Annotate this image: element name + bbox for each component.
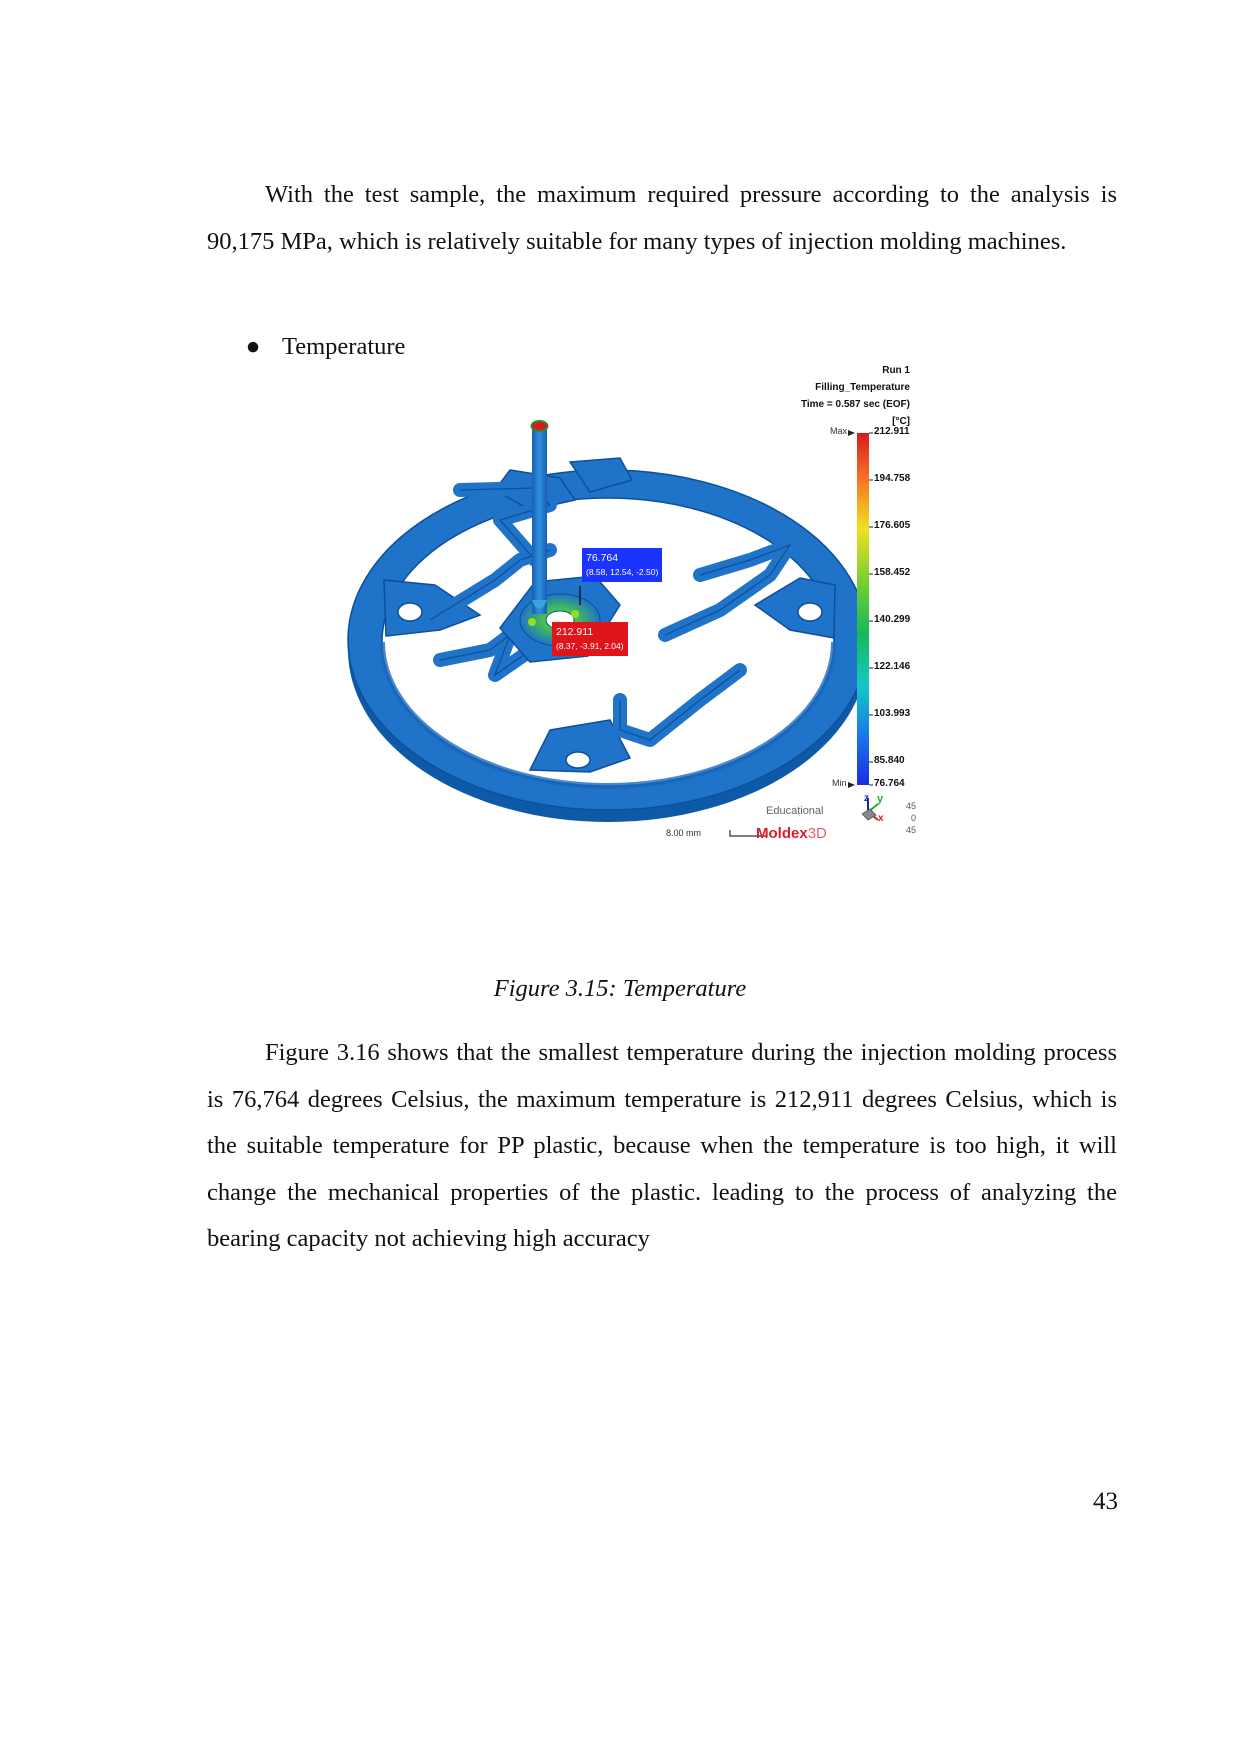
run-label: Run 1	[882, 365, 910, 376]
scale-value-9: 76.764	[874, 778, 905, 789]
scale-bar-label: 8.00 mm	[666, 828, 702, 838]
color-scale-bar	[857, 433, 869, 785]
min-probe-value: 76.764	[586, 552, 619, 564]
max-probe-coords: (8.37, -3.91, 2.04)	[556, 641, 624, 651]
view-angle-2: 0	[910, 813, 916, 823]
watermark: Educational	[766, 805, 824, 817]
scale-value-8: 85.840	[874, 755, 905, 766]
min-label: Min	[832, 778, 847, 788]
result-label: Filling_Temperature	[815, 382, 910, 393]
sprue	[532, 421, 548, 614]
figure-caption: Figure 3.15: Temperature	[493, 975, 747, 1002]
page-number: 43	[1093, 1488, 1118, 1515]
max-probe-label	[552, 622, 628, 656]
axis-x-label: x	[878, 813, 884, 824]
min-probe-coords: (8.58, 12.54, -2.50)	[586, 567, 659, 577]
axis-y-label: y	[877, 793, 884, 805]
time-label: Time = 0.587 sec (EOF)	[800, 399, 910, 410]
max-probe-value: 212.911	[556, 626, 594, 638]
scale-value-1: 212.911	[874, 426, 910, 437]
min-probe-label	[582, 548, 662, 582]
brand-name: Moldex	[756, 825, 808, 842]
legend-header	[801, 362, 910, 430]
view-angle-1: 45	[905, 801, 916, 811]
view-angle-3: 45	[905, 825, 916, 835]
temperature-figure	[320, 365, 1030, 945]
bullet-text: Temperature	[282, 333, 406, 360]
scale-value-3: 176.605	[874, 520, 911, 531]
brand-logo	[756, 825, 827, 842]
bullet-marker: ●	[245, 333, 261, 360]
part-render	[320, 400, 1030, 945]
intro-paragraph	[207, 172, 1117, 265]
min-arrow-icon	[848, 782, 855, 788]
brand-suffix: 3D	[807, 825, 827, 842]
discussion-paragraph-text: Figure 3.16 shows that the smallest temperature during the injection molding process is 76,764 degrees Celsius, the maximum temperature is 212,911 degrees Celsius, which is the suitable temperature for PP plastic, because when the temperature is too high, it will change the mechanical properties of the plastic. leading to the process of analyzing the bearing capacity not achieving high accuracy	[207, 1039, 1117, 1252]
scale-value-6: 122.146	[874, 661, 911, 672]
axis-z-label: z	[864, 793, 869, 804]
intro-paragraph-text: With the test sample, the maximum required pressure according to the analysis is 90,175 MPa, which is relatively suitable for many types of injection molding machines.	[207, 181, 1117, 255]
scale-ticks	[869, 433, 873, 785]
scale-value-5: 140.299	[874, 614, 911, 625]
scale-value-7: 103.993	[874, 708, 911, 719]
max-arrow-icon	[848, 430, 855, 436]
view-angles	[900, 800, 916, 836]
max-label: Max	[830, 426, 848, 436]
unit-label: [°C]	[892, 416, 910, 427]
scale-value-2: 194.758	[874, 473, 911, 484]
scale-value-4: 158.452	[874, 567, 911, 578]
discussion-paragraph	[207, 1030, 1117, 1263]
